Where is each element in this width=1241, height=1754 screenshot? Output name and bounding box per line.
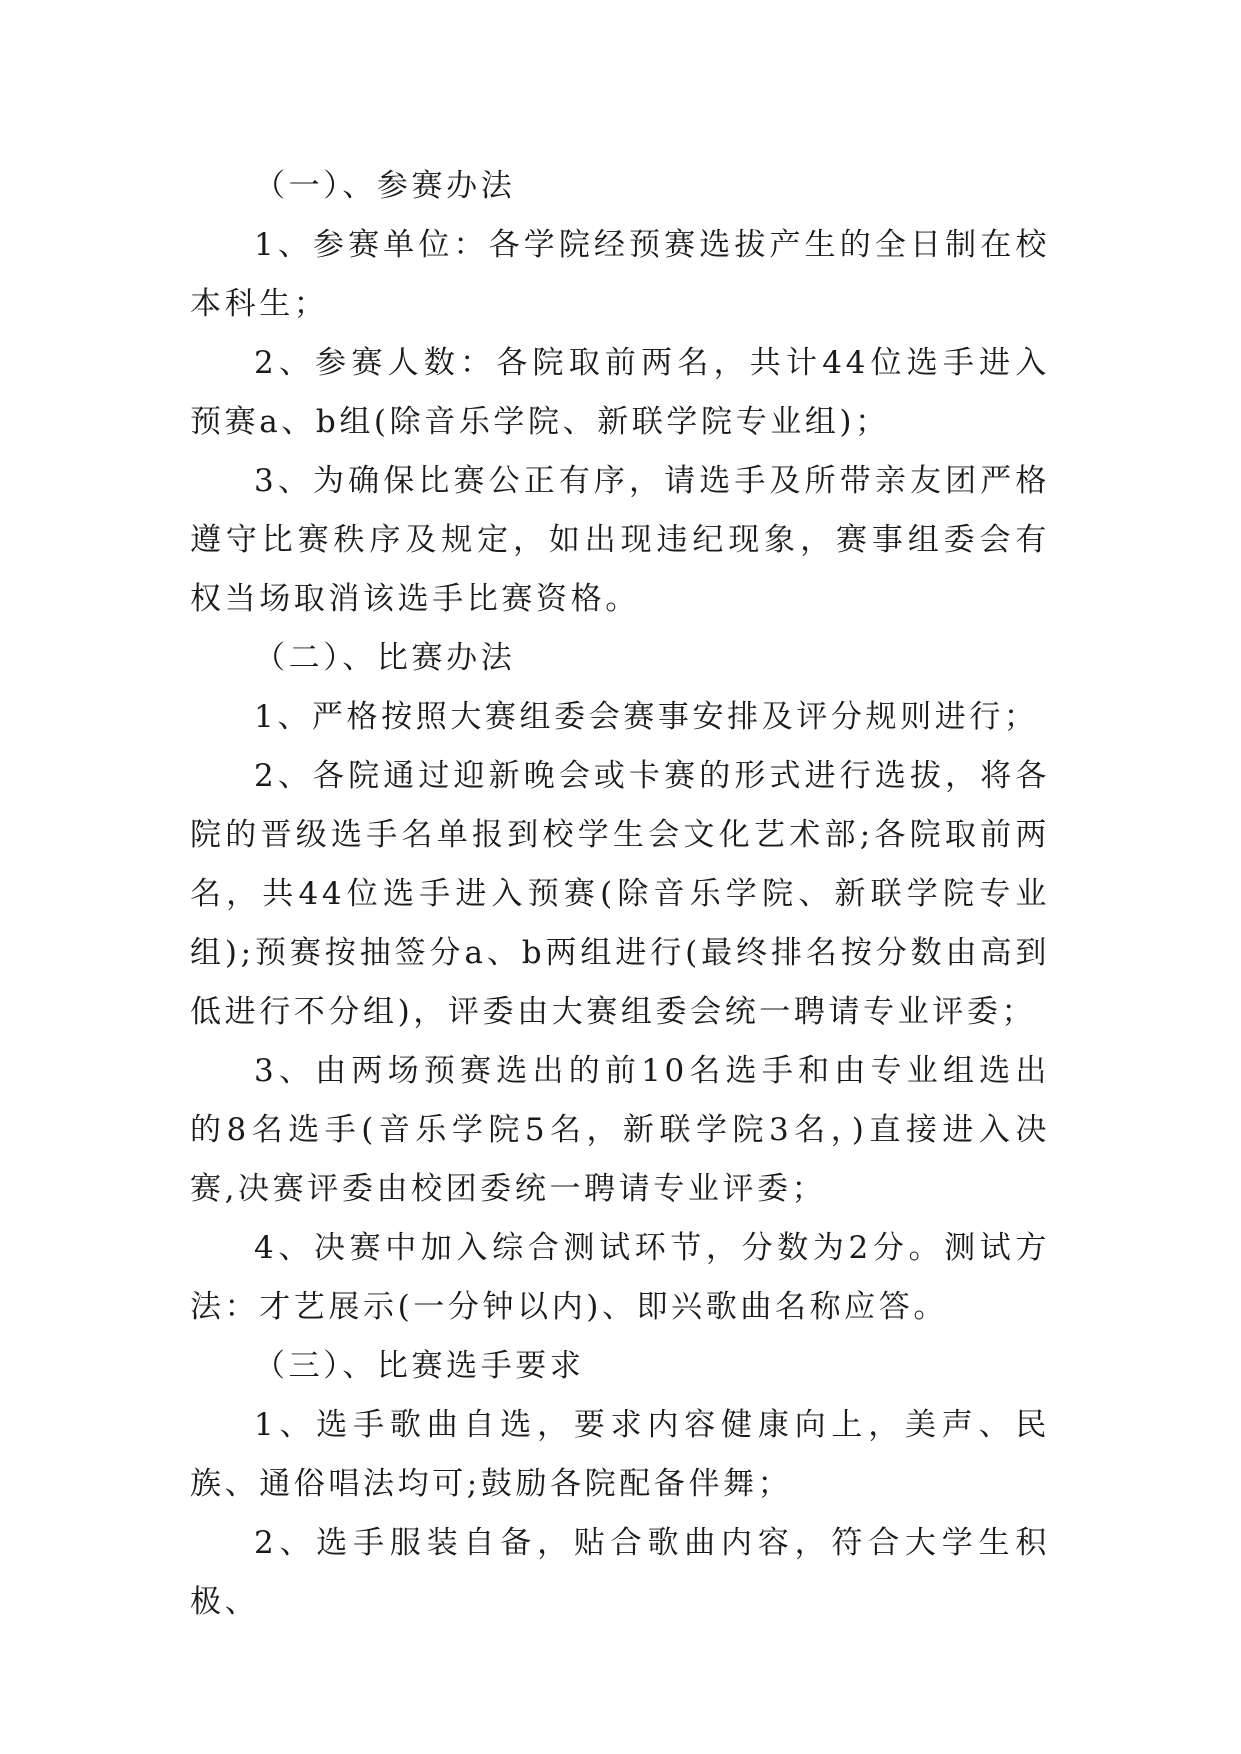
- heading-participation-method: （一）、参赛办法: [254, 168, 516, 204]
- paragraph-costume: 2、选手服装自备，贴合歌曲内容，符合大学生积极、: [190, 1525, 1050, 1620]
- paragraph-song-choice: 1、选手歌曲自选，要求内容健康向上，美声、民族、通俗唱法均可;鼓励各院配备伴舞；: [190, 1407, 1050, 1502]
- paragraph-participant-count: 2、参赛人数：各院取前两名，共计44位选手进入预赛a、b组(除音乐学院、新联学院专业组)；: [190, 345, 1050, 440]
- paragraph-scoring-rules: 1、严格按照大赛组委会赛事安排及评分规则进行；: [254, 699, 1039, 735]
- document-body: [190, 157, 1050, 1632]
- paragraph-finals-entry: 3、由两场预赛选出的前10名选手和由专业组选出的8名选手(音乐学院5名，新联学院3名，)直接进入决赛,决赛评委由校团委统一聘请专业评委；: [190, 1053, 1050, 1207]
- paragraph-comprehensive-test: 4、决赛中加入综合测试环节，分数为2分。测试方法：才艺展示(一分钟以内)、即兴歌曲名称应答。: [190, 1230, 1050, 1325]
- heading-contestant-requirements: （三）、比赛选手要求: [254, 1348, 585, 1384]
- paragraph-fairness-rules: 3、为确保比赛公正有序，请选手及所带亲友团严格遵守比赛秩序及规定，如出现违纪现象，赛事组委会有权当场取消该选手比赛资格。: [190, 463, 1050, 617]
- paragraph-selection-process: 2、各院通过迎新晚会或卡赛的形式进行选拔，将各院的晋级选手名单报到校学生会文化艺术部;各院取前两名，共44位选手进入预赛(除音乐学院、新联学院专业组);预赛按抽签分a、b两组进行(最终排名按分数由高到低进行不分组)，评委由大赛组委会统一聘请专业评委；: [190, 758, 1050, 1030]
- heading-competition-method: （二）、比赛办法: [254, 640, 516, 676]
- paragraph-participating-units: 1、参赛单位：各学院经预赛选拔产生的全日制在校本科生；: [190, 227, 1050, 322]
